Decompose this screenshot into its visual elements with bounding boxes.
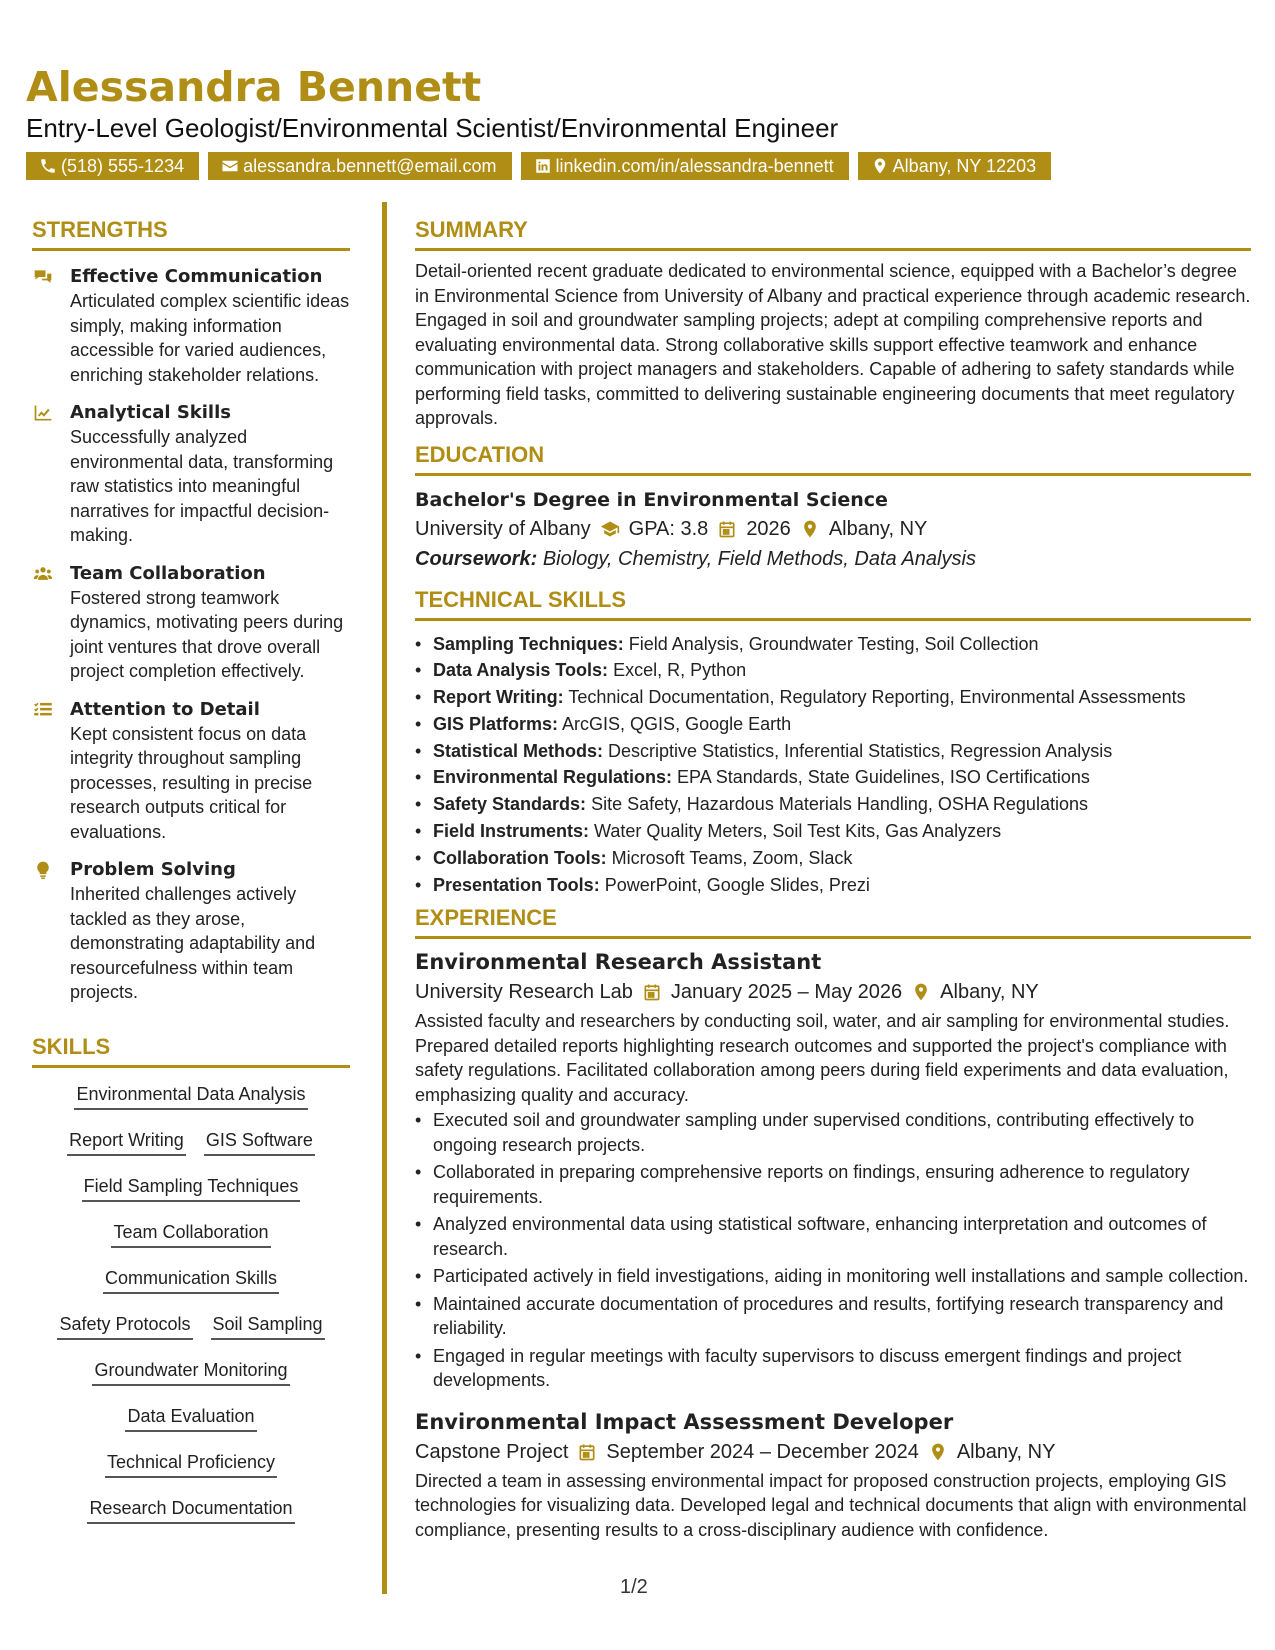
job-location: Albany, NY: [940, 981, 1039, 1004]
graduation-cap-icon: [600, 519, 620, 539]
chart-line-icon: [32, 403, 54, 423]
technical-skill-value: ArcGIS, QGIS, Google Earth: [562, 713, 792, 734]
technical-skill-item: [415, 764, 1251, 791]
strength-item: [32, 858, 350, 1005]
skill-row: [74, 1082, 307, 1110]
job-title: Environmental Research Assistant: [415, 950, 822, 975]
section-rule: [415, 618, 1251, 621]
technical-skill-item: [415, 631, 1251, 658]
skill-tag: Data Evaluation: [125, 1404, 256, 1432]
skill-tag: Soil Sampling: [211, 1312, 325, 1340]
strength-title: Team Collaboration: [70, 562, 266, 584]
coursework: [415, 544, 1251, 574]
job-bullet: • Maintained accurate documentation of procedures and results, fortifying research transparency and reliability.: [415, 1292, 1251, 1341]
technical-skills-heading: TECHNICAL SKILLS: [415, 586, 627, 612]
technical-skill-item: [415, 845, 1251, 872]
job-location: Albany, NY: [956, 1440, 1056, 1463]
section-rule: [415, 248, 1251, 251]
strength-text: Fostered strong teamwork dynamics, motivating peers during joint ventures that drove overall project completion effectively.: [70, 587, 344, 681]
strength-item: [32, 698, 350, 845]
skill-row: [57, 1312, 324, 1340]
skill-row: [67, 1128, 315, 1156]
job-bullets: [415, 1108, 1251, 1393]
skill-row: [103, 1266, 279, 1294]
section-rule: [415, 473, 1251, 476]
technical-skill-label: Field Instruments:: [433, 821, 590, 842]
right-column: [415, 202, 1251, 1542]
strength-title: Problem Solving: [70, 859, 236, 880]
strength-text: Articulated complex scientific ideas simply, making information accessible for varied audiences, enriching stakeholder relations.: [70, 291, 350, 385]
skill-row: [82, 1174, 301, 1202]
summary-text: Detail-oriented recent graduate dedicated to environmental science, equipped with a Bachelor’s degree in Environmental Science from University of Albany and practical experience through academic research. Engaged in soil and groundwater sampling projects; adept at compiling comprehensive reports and evaluating environmental data. Strong collaborative skills support effective teamwork and enhance communication with project managers and stakeholders. Capable of adhering to safety standards while performing field tasks, committed to delivering sustainable engineering documents that meet regulatory approvals.: [415, 261, 1251, 428]
job-description: Assisted faculty and researchers by conducting soil, water, and air sampling for environmental studies. Prepared detailed reports highlighting research outcomes and supported the project's compliance with safety regulations. Facilitated collaboration among peers during field experiments and data evaluation, emphasizing quality and accuracy.: [415, 1011, 1230, 1105]
education-heading: EDUCATION: [415, 441, 545, 467]
job-organization: University Research Lab: [415, 981, 633, 1004]
technical-skill-item: [415, 791, 1251, 818]
lightbulb-icon: [32, 860, 54, 880]
strength-title: Effective Communication: [70, 266, 323, 287]
skills-heading: SKILLS: [32, 1033, 111, 1059]
contact-chip[interactable]: [26, 152, 199, 180]
technical-skill-label: Collaboration Tools:: [433, 847, 607, 868]
technical-skill-item: [415, 711, 1251, 738]
skill-row: [105, 1450, 277, 1478]
summary-heading: SUMMARY: [415, 217, 528, 242]
technical-skill-value: Field Analysis, Groundwater Testing, Soil Collection: [628, 633, 1039, 654]
contact-chip[interactable]: [858, 152, 1051, 180]
contact-chip[interactable]: [208, 152, 511, 180]
skill-tag: Safety Protocols: [57, 1312, 192, 1340]
resume-header: [26, 62, 1256, 180]
technical-skill-label: GIS Platforms:: [433, 713, 559, 734]
skill-tag: Communication Skills: [103, 1266, 279, 1294]
technical-skill-label: Statistical Methods:: [433, 740, 604, 761]
comments-icon: [32, 267, 54, 287]
skill-tag: Environmental Data Analysis: [74, 1082, 307, 1110]
location-pin-icon: [911, 982, 931, 1002]
candidate-name: Alessandra Bennett: [26, 63, 482, 111]
strength-item: [32, 265, 350, 387]
skill-tag: Field Sampling Techniques: [82, 1174, 301, 1202]
linkedin-icon: [534, 157, 552, 175]
technical-skill-item: [415, 872, 1251, 899]
strength-text: Successfully analyzed environmental data, transforming raw statistics into meaningful narratives for impactful decision-making.: [70, 427, 334, 545]
technical-skill-value: PowerPoint, Google Slides, Prezi: [604, 874, 870, 895]
phone-icon: [39, 157, 57, 175]
degree-title: Bachelor's Degree in Environmental Science: [415, 488, 888, 511]
job-meta: [415, 977, 1251, 1007]
left-column: [32, 202, 350, 1524]
strength-text: Inherited challenges actively tackled as they arose, demonstrating adaptability and resourcefulness within team projects.: [70, 884, 316, 1002]
job-bullet: • Executed soil and groundwater sampling under supervised conditions, contributing effectively to ongoing research projects.: [415, 1108, 1251, 1157]
calendar-icon: [642, 982, 662, 1002]
strength-item: [32, 562, 350, 684]
contact-text: alessandra.bennett@email.com: [243, 156, 497, 176]
experience-heading: EXPERIENCE: [415, 905, 557, 931]
candidate-title: Entry-Level Geologist/Environmental Scientist/Environmental Engineer: [26, 113, 839, 143]
technical-skill-value: Microsoft Teams, Zoom, Slack: [611, 847, 853, 868]
technical-skill-value: Excel, R, Python: [613, 660, 747, 681]
job-dates: September 2024 – December 2024: [606, 1440, 919, 1463]
skill-tag: Technical Proficiency: [105, 1450, 277, 1478]
skill-tag: Research Documentation: [87, 1496, 294, 1524]
skill-row: [92, 1358, 289, 1386]
job-meta: [415, 1437, 1251, 1467]
job-bullet: • Engaged in regular meetings with faculty supervisors to discuss emergent findings and project developments.: [415, 1344, 1251, 1393]
gpa: GPA: 3.8: [628, 517, 709, 540]
technical-skill-label: Environmental Regulations:: [433, 767, 673, 788]
strength-title: Analytical Skills: [70, 402, 231, 423]
job-title: Environmental Impact Assessment Developer: [415, 1409, 954, 1434]
skill-row: [87, 1496, 294, 1524]
location-pin-icon: [928, 1442, 948, 1462]
location-pin-icon: [800, 519, 820, 539]
list-check-icon: [32, 700, 54, 720]
job-bullet: • Participated actively in field investigations, aiding in monitoring well installations and sample collection.: [415, 1264, 1251, 1289]
school-location: Albany, NY: [828, 517, 928, 540]
technical-skill-item: [415, 818, 1251, 845]
contact-chip[interactable]: [521, 152, 849, 180]
calendar-icon: [717, 519, 737, 539]
strength-title: Attention to Detail: [70, 698, 260, 720]
section-rule: [415, 936, 1251, 939]
technical-skill-item: [415, 657, 1251, 684]
users-icon: [32, 564, 54, 584]
coursework-list: Biology, Chemistry, Field Methods, Data Analysis: [542, 547, 976, 570]
section-rule: [32, 1065, 350, 1068]
strengths-heading: STRENGTHS: [32, 217, 168, 242]
technical-skills-list: [415, 631, 1251, 899]
technical-skill-value: Site Safety, Hazardous Materials Handling, OSHA Regulations: [591, 794, 1088, 815]
technical-skill-value: Descriptive Statistics, Inferential Statistics, Regression Analysis: [608, 740, 1113, 761]
skill-tag: Groundwater Monitoring: [92, 1358, 289, 1386]
skill-row: [125, 1404, 256, 1432]
skill-row: [111, 1220, 270, 1248]
contact-text: (518) 555-1234: [61, 156, 185, 176]
coursework-label: Coursework:: [415, 547, 538, 570]
contact-bar: [26, 152, 1256, 180]
technical-skill-item: [415, 684, 1251, 711]
school-name: University of Albany: [415, 517, 591, 540]
experience-list: [415, 947, 1251, 1542]
strengths-list: [32, 265, 350, 1005]
technical-skill-value: Water Quality Meters, Soil Test Kits, Gas Analyzers: [594, 821, 1002, 842]
technical-skill-label: Safety Standards:: [433, 794, 587, 815]
technical-skill-label: Data Analysis Tools:: [433, 660, 609, 681]
job-description: Directed a team in assessing environmental impact for proposed construction projects, employing GIS technologies for visualizing data. Developed legal and technical documents that align with environmental compliance, presenting results to a cross-disciplinary audience with confidence.: [415, 1470, 1247, 1540]
skill-tag: GIS Software: [204, 1128, 315, 1156]
job-entry: [415, 947, 1251, 1393]
contact-text: linkedin.com/in/alessandra-bennett: [555, 156, 834, 176]
job-bullet: • Collaborated in preparing comprehensive reports on findings, ensuring adherence to regulatory requirements.: [415, 1160, 1251, 1209]
page-number: 1/2: [620, 1576, 648, 1598]
column-divider: [382, 202, 387, 1594]
strength-text: Kept consistent focus on data integrity throughout sampling processes, resulting in precise research outputs critical for evaluations.: [70, 723, 313, 842]
technical-skill-value: Technical Documentation, Regulatory Reporting, Environmental Assessments: [568, 687, 1186, 708]
skill-tag: Team Collaboration: [111, 1220, 270, 1248]
contact-text: Albany, NY 12203: [892, 156, 1037, 176]
graduation-year: 2026: [746, 517, 791, 540]
job-organization: Capstone Project: [415, 1440, 569, 1463]
education-meta: [415, 514, 1251, 544]
job-bullet: • Analyzed environmental data using statistical software, enhancing interpretation and outcomes of research.: [415, 1212, 1251, 1261]
job-dates: January 2025 – May 2026: [670, 981, 903, 1004]
envelope-icon: [221, 157, 239, 175]
technical-skill-value: EPA Standards, State Guidelines, ISO Certifications: [677, 767, 1090, 788]
location-pin-icon: [871, 157, 889, 175]
skill-tag: Report Writing: [67, 1128, 186, 1156]
skills-list: [32, 1082, 350, 1524]
technical-skill-label: Presentation Tools:: [433, 874, 600, 895]
technical-skill-label: Sampling Techniques:: [433, 633, 624, 654]
technical-skill-item: [415, 738, 1251, 765]
strength-item: [32, 401, 350, 548]
technical-skill-label: Report Writing:: [433, 687, 564, 708]
job-entry: [415, 1407, 1251, 1543]
calendar-icon: [577, 1442, 597, 1462]
section-rule: [32, 248, 350, 251]
